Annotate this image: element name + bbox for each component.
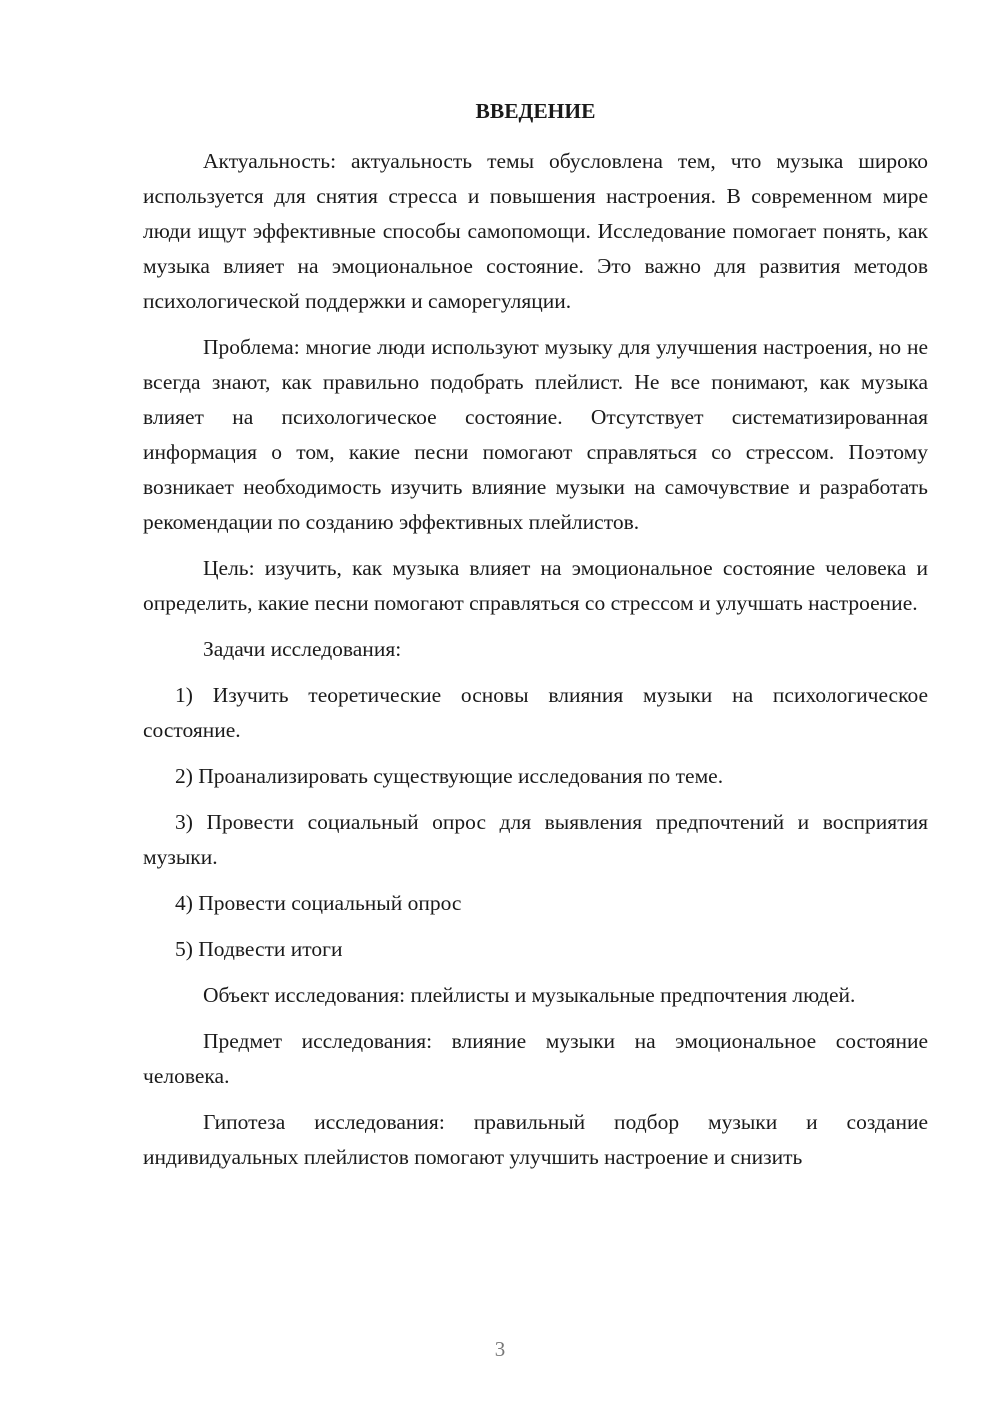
- task-item-4: 4) Провести социальный опрос: [175, 891, 462, 915]
- paragraph-object: Объект исследования: плейлисты и музыкальные предпочтения людей.: [203, 983, 856, 1007]
- document-page: [143, 94, 928, 1186]
- task-item-2: 2) Проанализировать существующие исследования по теме.: [175, 764, 724, 788]
- paragraph-problem: Проблема: многие люди используют музыку для улучшения настроения, но не всегда знают, как правильно подобрать плейлист. Не все понимают, как музыка влияет на психологическое состояние. Отсутствует систематизированная информация о том, какие песни помогают справляться со стрессом. Поэтому возникает необходимость изучить влияние музыки на самочувствие и разработать рекомендации по созданию эффективных плейлистов.: [143, 335, 928, 534]
- section-heading: ВВЕДЕНИЕ: [475, 99, 596, 123]
- paragraph-tasks-heading: Задачи исследования:: [203, 637, 402, 661]
- paragraph-relevance: Актуальность: актуальность темы обусловлена тем, что музыка широко используется для снятия стресса и повышения настроения. В современном мире люди ищут эффективные способы самопомощи. Исследование помогает понять, как музыка влияет на эмоциональное состояние. Это важно для развития методов психологической поддержки и саморегуляции.: [143, 149, 928, 313]
- task-item-1: 1) Изучить теоретические основы влияния музыки на психологическое состояние.: [143, 683, 928, 742]
- page-number: 3: [494, 1337, 506, 1361]
- paragraph-hypothesis: Гипотеза исследования: правильный подбор музыки и создание индивидуальных плейлистов помогают улучшить настроение и снизить: [143, 1110, 928, 1169]
- paragraph-goal: Цель: изучить, как музыка влияет на эмоциональное состояние человека и определить, какие песни помогают справляться со стрессом и улучшать настроение.: [143, 556, 928, 615]
- paragraph-subject: Предмет исследования: влияние музыки на эмоциональное состояние человека.: [143, 1029, 928, 1088]
- task-item-5: 5) Подвести итоги: [175, 937, 343, 961]
- task-item-3: 3) Провести социальный опрос для выявления предпочтений и восприятия музыки.: [143, 810, 928, 869]
